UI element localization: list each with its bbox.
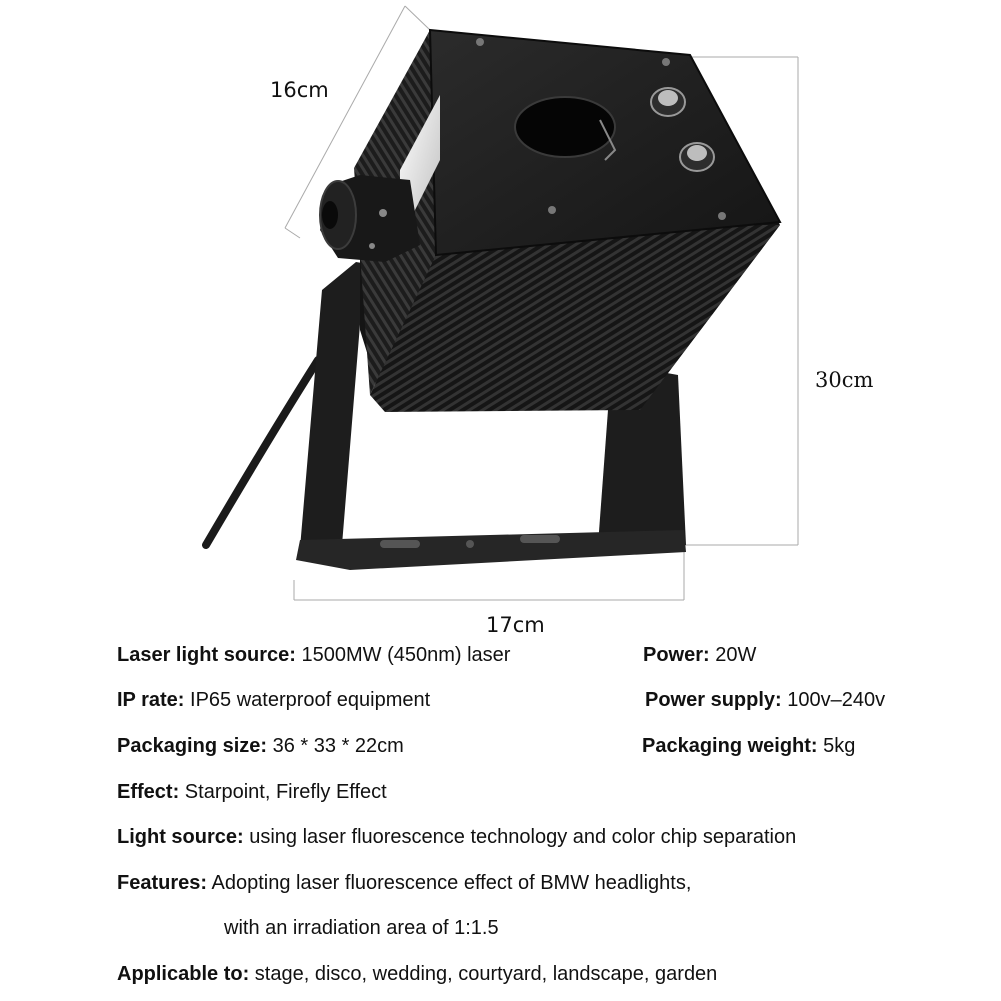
projector-body <box>354 30 780 412</box>
button-top <box>651 88 685 116</box>
spec-value: 20W <box>715 644 757 666</box>
spec-label: Light source: <box>117 826 244 848</box>
dimension-depth-label: 16cm <box>270 78 329 102</box>
spec-power-supply <box>645 688 885 712</box>
pivot-knob <box>320 175 420 262</box>
spec-label: Packaging weight: <box>642 735 818 757</box>
spec-label: Power: <box>643 644 710 666</box>
spec-features-continuation: with an irradiation area of 1:1.5 <box>224 917 499 939</box>
spec-label: Laser light source: <box>117 644 296 666</box>
spec-laser-light-source <box>117 643 510 667</box>
spec-label: Applicable to: <box>117 963 250 985</box>
power-cable <box>206 360 318 545</box>
spec-value: 36 * 33 * 22cm <box>272 735 404 757</box>
spec-value: using laser fluorescence technology and color chip separation <box>249 826 797 848</box>
spec-value: 1500MW (450nm) laser <box>301 644 511 666</box>
spec-effect <box>117 780 387 804</box>
button-bottom <box>680 143 714 171</box>
spec-label: Effect: <box>117 781 180 803</box>
top-opening <box>515 97 615 157</box>
spec-value: Adopting laser fluorescence effect of BMW headlights, <box>211 872 692 894</box>
spec-value: IP65 waterproof equipment <box>190 689 431 711</box>
spec-label: Features: <box>117 872 208 894</box>
spec-packaging-weight <box>642 734 855 758</box>
spec-features <box>117 871 691 895</box>
spec-ip-rate <box>117 688 430 712</box>
spec-applicable-to <box>117 962 717 986</box>
spec-value: 5kg <box>823 735 856 757</box>
spec-value: Starpoint, Firefly Effect <box>184 781 387 803</box>
spec-label: IP rate: <box>117 689 185 711</box>
spec-light-source <box>117 825 796 849</box>
spec-power <box>643 643 756 667</box>
spec-label: Packaging size: <box>117 735 268 757</box>
dimension-width-label: 17cm <box>486 613 545 637</box>
spec-packaging-size <box>117 734 404 758</box>
spec-value: 100v–240v <box>787 689 886 711</box>
dimension-height-label: 30cm <box>815 368 874 392</box>
spec-value: stage, disco, wedding, courtyard, landscape, garden <box>254 963 718 985</box>
spec-label: Power supply: <box>645 689 782 711</box>
